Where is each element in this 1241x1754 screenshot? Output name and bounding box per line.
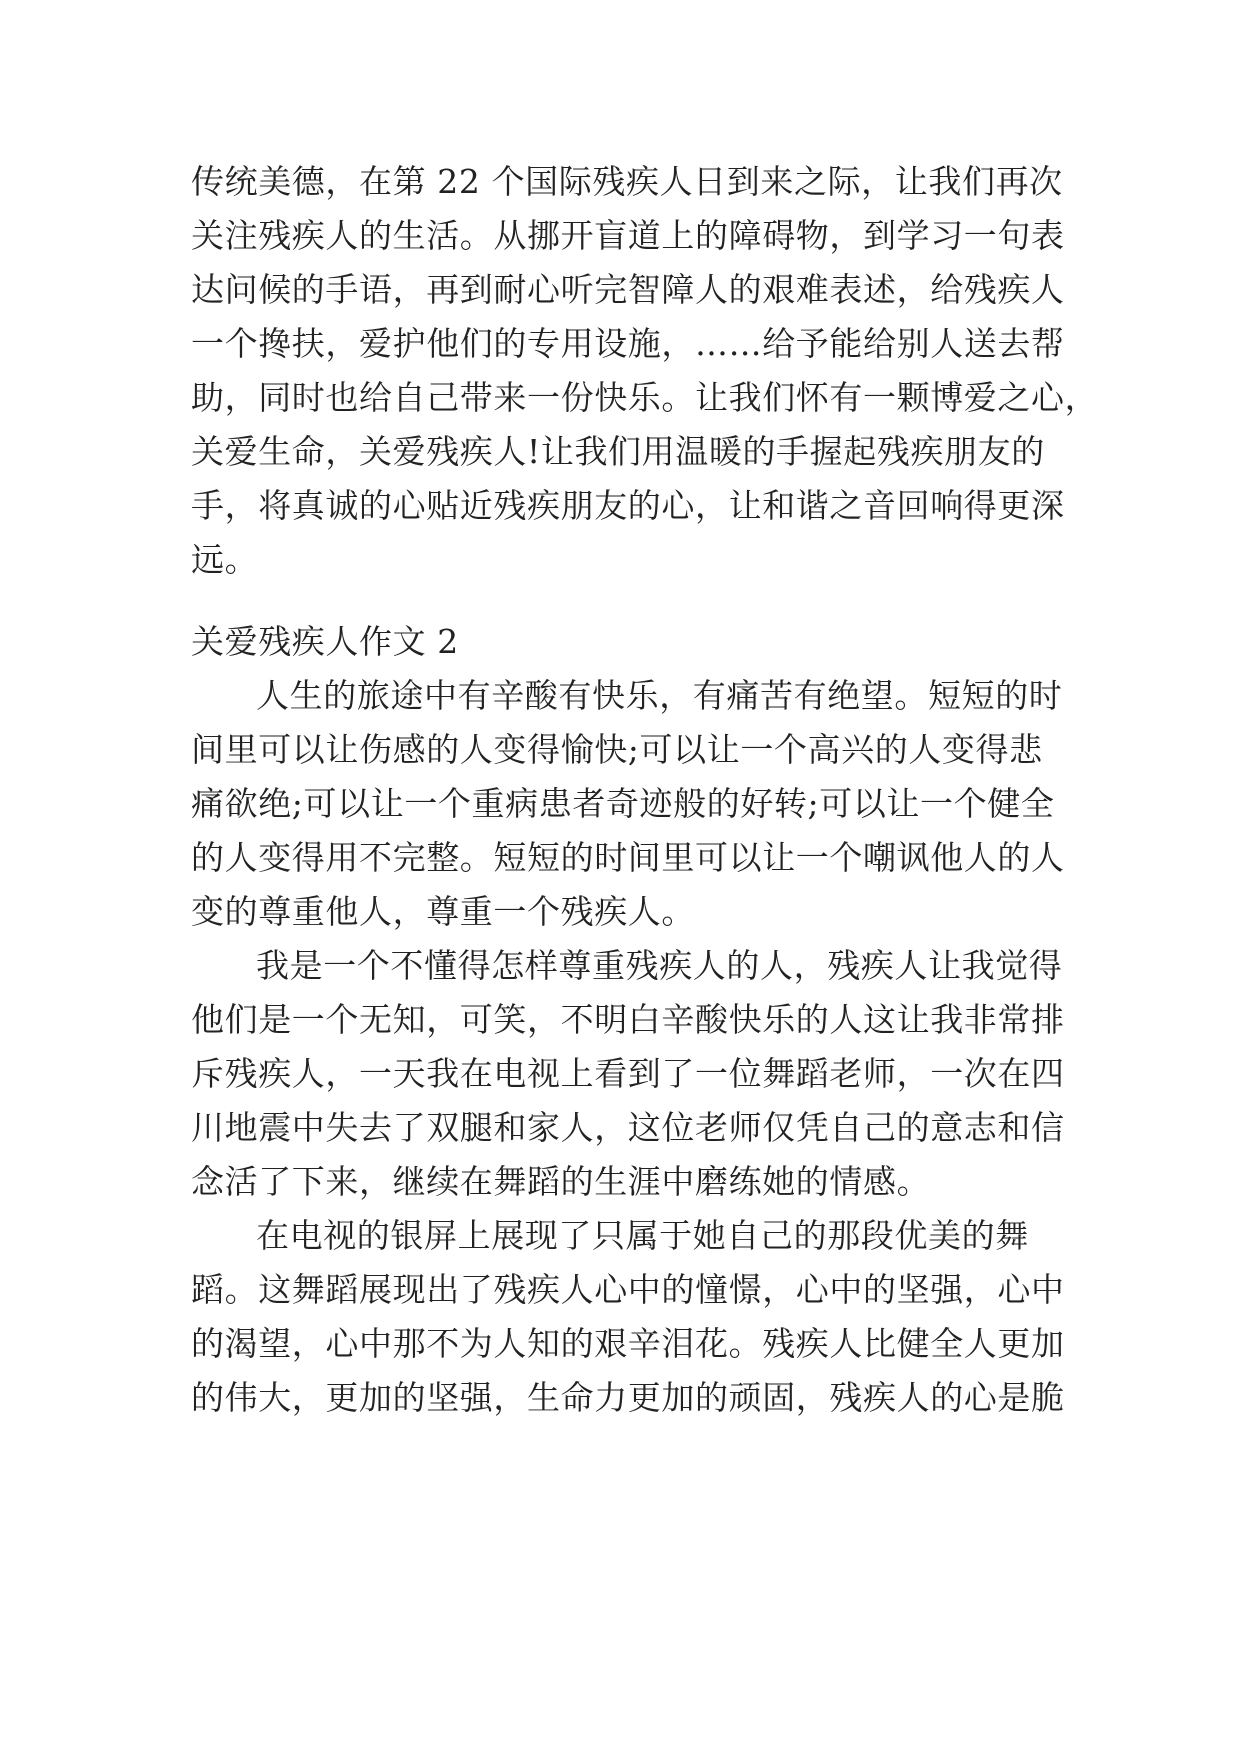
paragraph-4-line-3: 的渴望，心中那不为人知的艰辛泪花。残疾人比健全人更加 (191, 1324, 1065, 1363)
paragraph-1-line-4: 一个搀扶，爱护他们的专用设施，……给予能给别人送去帮 (191, 324, 1065, 363)
paragraph-1-line-3: 达问候的手语，再到耐心听完智障人的艰难表述，给残疾人 (191, 270, 1065, 309)
paragraph-1-line-7: 手，将真诚的心贴近残疾朋友的心，让和谐之音回响得更深 (191, 486, 1065, 525)
paragraph-4-line-1: 在电视的银屏上展现了只属于她自己的那段优美的舞 (256, 1216, 1029, 1255)
section-heading: 关爱残疾人作文 2 (191, 622, 459, 661)
paragraph-1-line-8: 远。 (191, 540, 259, 579)
paragraph-3-line-3: 斥残疾人，一天我在电视上看到了一位舞蹈老师，一次在四 (191, 1054, 1065, 1093)
paragraph-4-line-4: 的伟大，更加的坚强，生命力更加的顽固，残疾人的心是脆 (191, 1378, 1065, 1417)
paragraph-3-line-4: 川地震中失去了双腿和家人，这位老师仅凭自己的意志和信 (191, 1108, 1065, 1147)
paragraph-3-line-1: 我是一个不懂得怎样尊重残疾人的人，残疾人让我觉得 (256, 946, 1063, 985)
paragraph-2-line-4: 的人变得用不完整。短短的时间里可以让一个嘲讽他人的人 (191, 838, 1065, 877)
paragraph-3-line-2: 他们是一个无知，可笑，不明白辛酸快乐的人这让我非常排 (191, 1000, 1065, 1039)
paragraph-1-line-5: 助，同时也给自己带来一份快乐。让我们怀有一颗博爱之心， (191, 378, 1099, 417)
paragraph-2-line-2: 间里可以让伤感的人变得愉快;可以让一个高兴的人变得悲 (191, 730, 1043, 769)
paragraph-1-line-1: 传统美德，在第 22 个国际残疾人日到来之际，让我们再次 (191, 162, 1063, 201)
paragraph-2-line-1: 人生的旅途中有辛酸有快乐，有痛苦有绝望。短短的时 (256, 676, 1063, 715)
paragraph-3-line-5: 念活了下来，继续在舞蹈的生涯中磨练她的情感。 (191, 1162, 931, 1201)
paragraph-4-line-2: 蹈。这舞蹈展现出了残疾人心中的憧憬，心中的坚强，心中 (191, 1270, 1065, 1309)
paragraph-2-line-5: 变的尊重他人，尊重一个残疾人。 (191, 892, 695, 931)
paragraph-1-line-2: 关注残疾人的生活。从挪开盲道上的障碍物，到学习一句表 (191, 216, 1065, 255)
paragraph-1-line-6: 关爱生命，关爱残疾人!让我们用温暖的手握起残疾朋友的 (191, 432, 1045, 471)
paragraph-2-line-3: 痛欲绝;可以让一个重病患者奇迹般的好转;可以让一个健全 (191, 784, 1055, 823)
